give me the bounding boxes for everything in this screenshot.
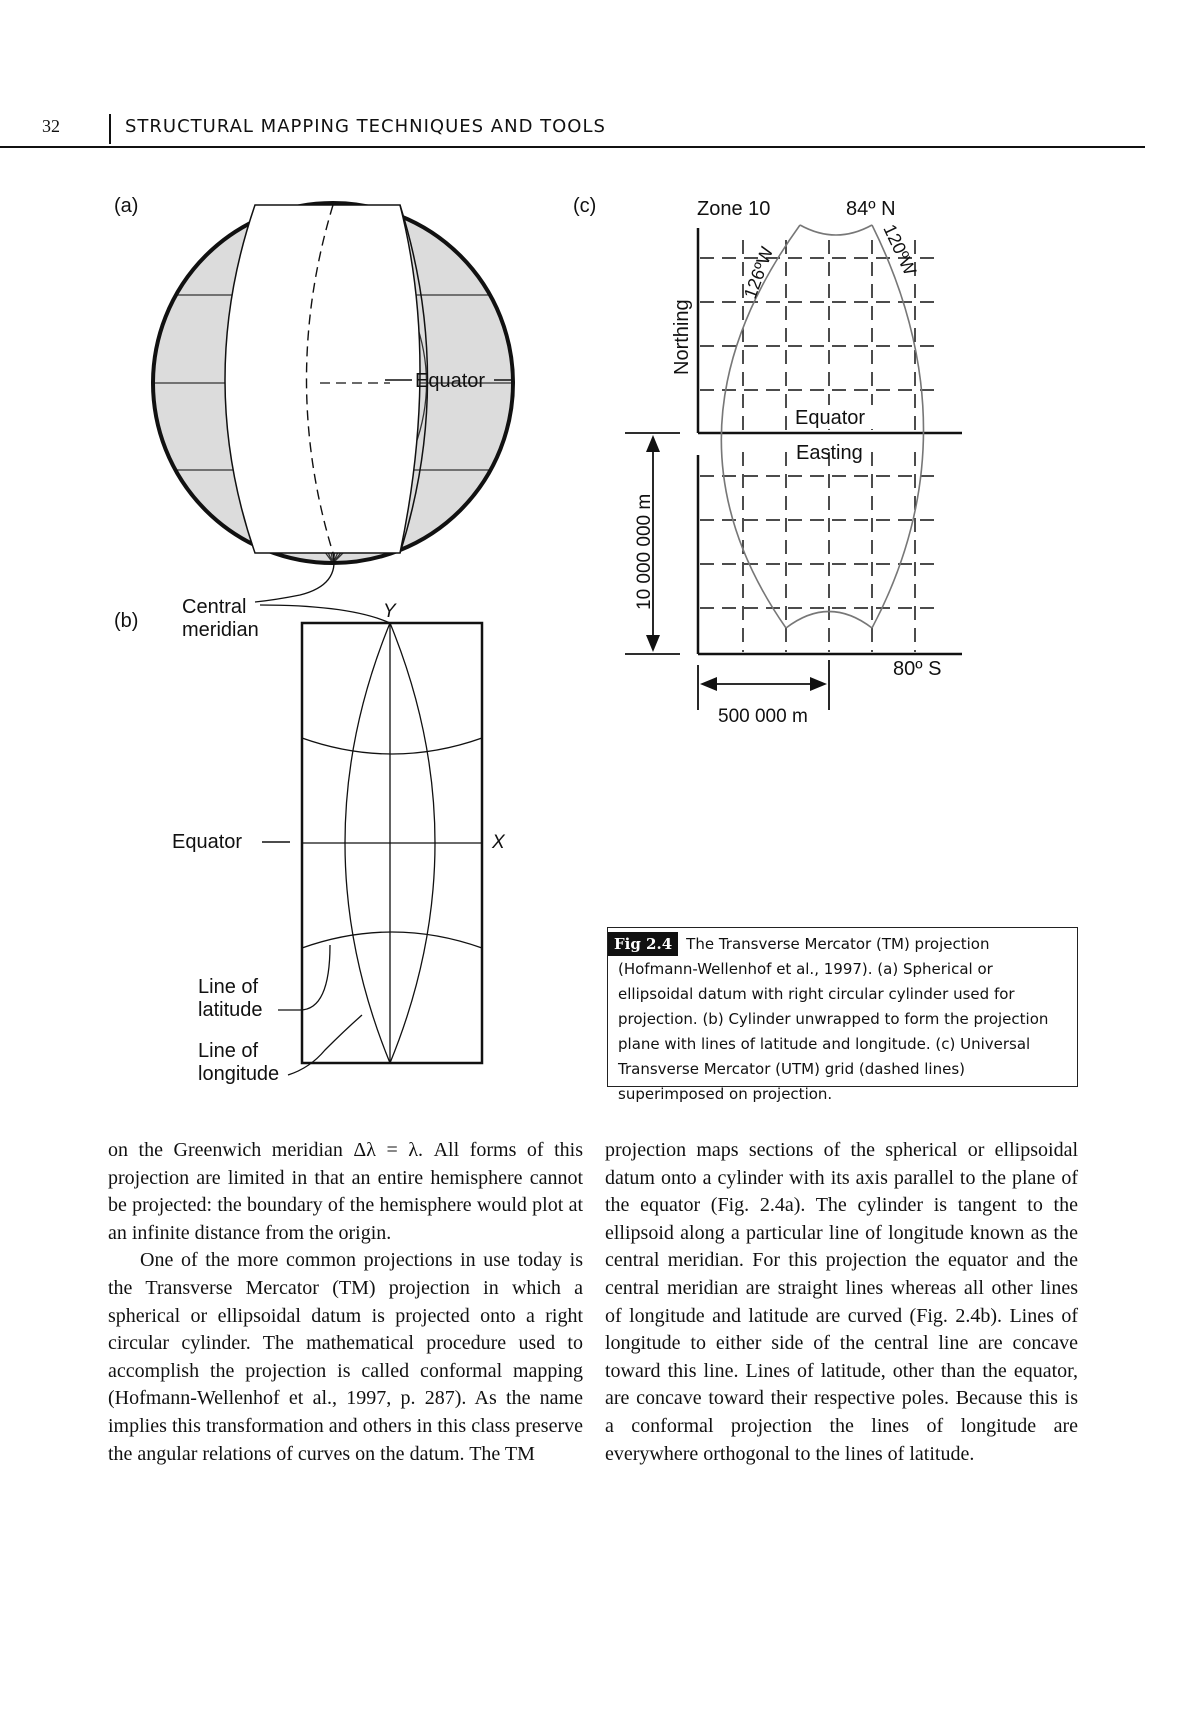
header-rule: [0, 146, 1145, 148]
running-title: STRUCTURAL MAPPING TECHNIQUES AND TOOLS: [125, 116, 606, 137]
central-meridian-label-2: meridian: [182, 619, 259, 641]
y-axis-label: Y: [383, 601, 396, 622]
panel-c-equator-label: Equator: [795, 407, 866, 429]
central-meridian-pointer: [260, 605, 390, 623]
panel-c: [573, 195, 962, 727]
body-column-left: [108, 1137, 583, 1468]
west-meridian-label: 126ºW: [739, 244, 778, 302]
panel-c-label: (c): [573, 195, 597, 217]
figure-caption-text: The Transverse Mercator (TM) projection (Hofmann-Wellenhof et al., 1997). (a) Spherical or ellipsoidal datum with right circular cylinder used for projection. (b) Cylinder unwrapped to form the projection plane with lines of latitude and longitude. (c) Universal Transverse Mercator (UTM) grid (dashed lines) superimposed on projection.: [618, 935, 1049, 1103]
latitude-label-2: latitude: [198, 999, 263, 1021]
header-divider: [109, 114, 111, 144]
paragraph: projection maps sections of the spherical or ellipsoidal datum onto a cylinder with its axis parallel to the plane of the equator (Fig. 2.4a). The cylinder is tangent to the ellipsoid along a particular line of longitude known as the central meridian. For this projection the equator and the central meridian are straight lines whereas all other lines of longitude and latitude are curved (Fig. 2.4b). Lines of longitude to either side of the central line are concave toward this line. Lines of latitude, other than the equator, are concave toward their respective poles. Because this is a conformal projection the lines of longitude are everywhere orthogonal to the lines of latitude.: [605, 1139, 1078, 1465]
figure-caption: [607, 927, 1078, 1103]
utm-grid-south: [700, 452, 935, 652]
figure-label: Fig 2.4: [608, 932, 678, 956]
panel-b-equator-label: Equator: [172, 831, 243, 853]
panel-a-label: (a): [114, 195, 139, 217]
height-dimension-label: 10 000 000 m: [634, 493, 655, 610]
panel-b-label: (b): [114, 610, 139, 632]
panel-b: [114, 596, 506, 1085]
easting-label: Easting: [796, 442, 863, 464]
latitude-label-1: Line of: [198, 976, 259, 998]
paragraph: One of the more common projections in use today is the Transverse Mercator (TM) projection in which a spherical or ellipsoidal datum is projected onto a right circular cylinder. The mathematical procedure used to accomplish the projection is called conformal mapping (Hofmann-Wellenhof et al., 1997, p. 287). As the name implies this transformation and others in this class preserve the angular relations of curves on the datum. The TM: [108, 1249, 583, 1465]
longitude-label-1: Line of: [198, 1040, 259, 1062]
width-dimension-label: 500 000 m: [718, 706, 808, 727]
paragraph: on the Greenwich meridian Δλ = λ. All forms of this projection are limited in that an entire hemisphere cannot be projected: the boundary of the hemisphere would plot at an infinite distance from the origin.: [108, 1139, 583, 1244]
east-meridian-label: 120ºW: [879, 221, 921, 279]
south-limit-label: 80º S: [893, 658, 942, 680]
width-dimension: [698, 660, 829, 710]
northing-label: Northing: [671, 299, 693, 375]
central-meridian-label-1: Central: [182, 596, 247, 618]
panel-a: [114, 195, 520, 602]
x-axis-label: X: [492, 832, 505, 853]
panel-a-equator-label: Equator: [415, 370, 486, 392]
running-header: [0, 112, 1145, 152]
north-limit-label: 84º N: [846, 198, 896, 220]
body-column-right: [605, 1137, 1078, 1468]
zone-label: Zone 10: [697, 198, 771, 220]
longitude-label-2: longitude: [198, 1063, 280, 1085]
projection-cylinder: [225, 205, 428, 553]
page-number: 32: [42, 116, 60, 136]
